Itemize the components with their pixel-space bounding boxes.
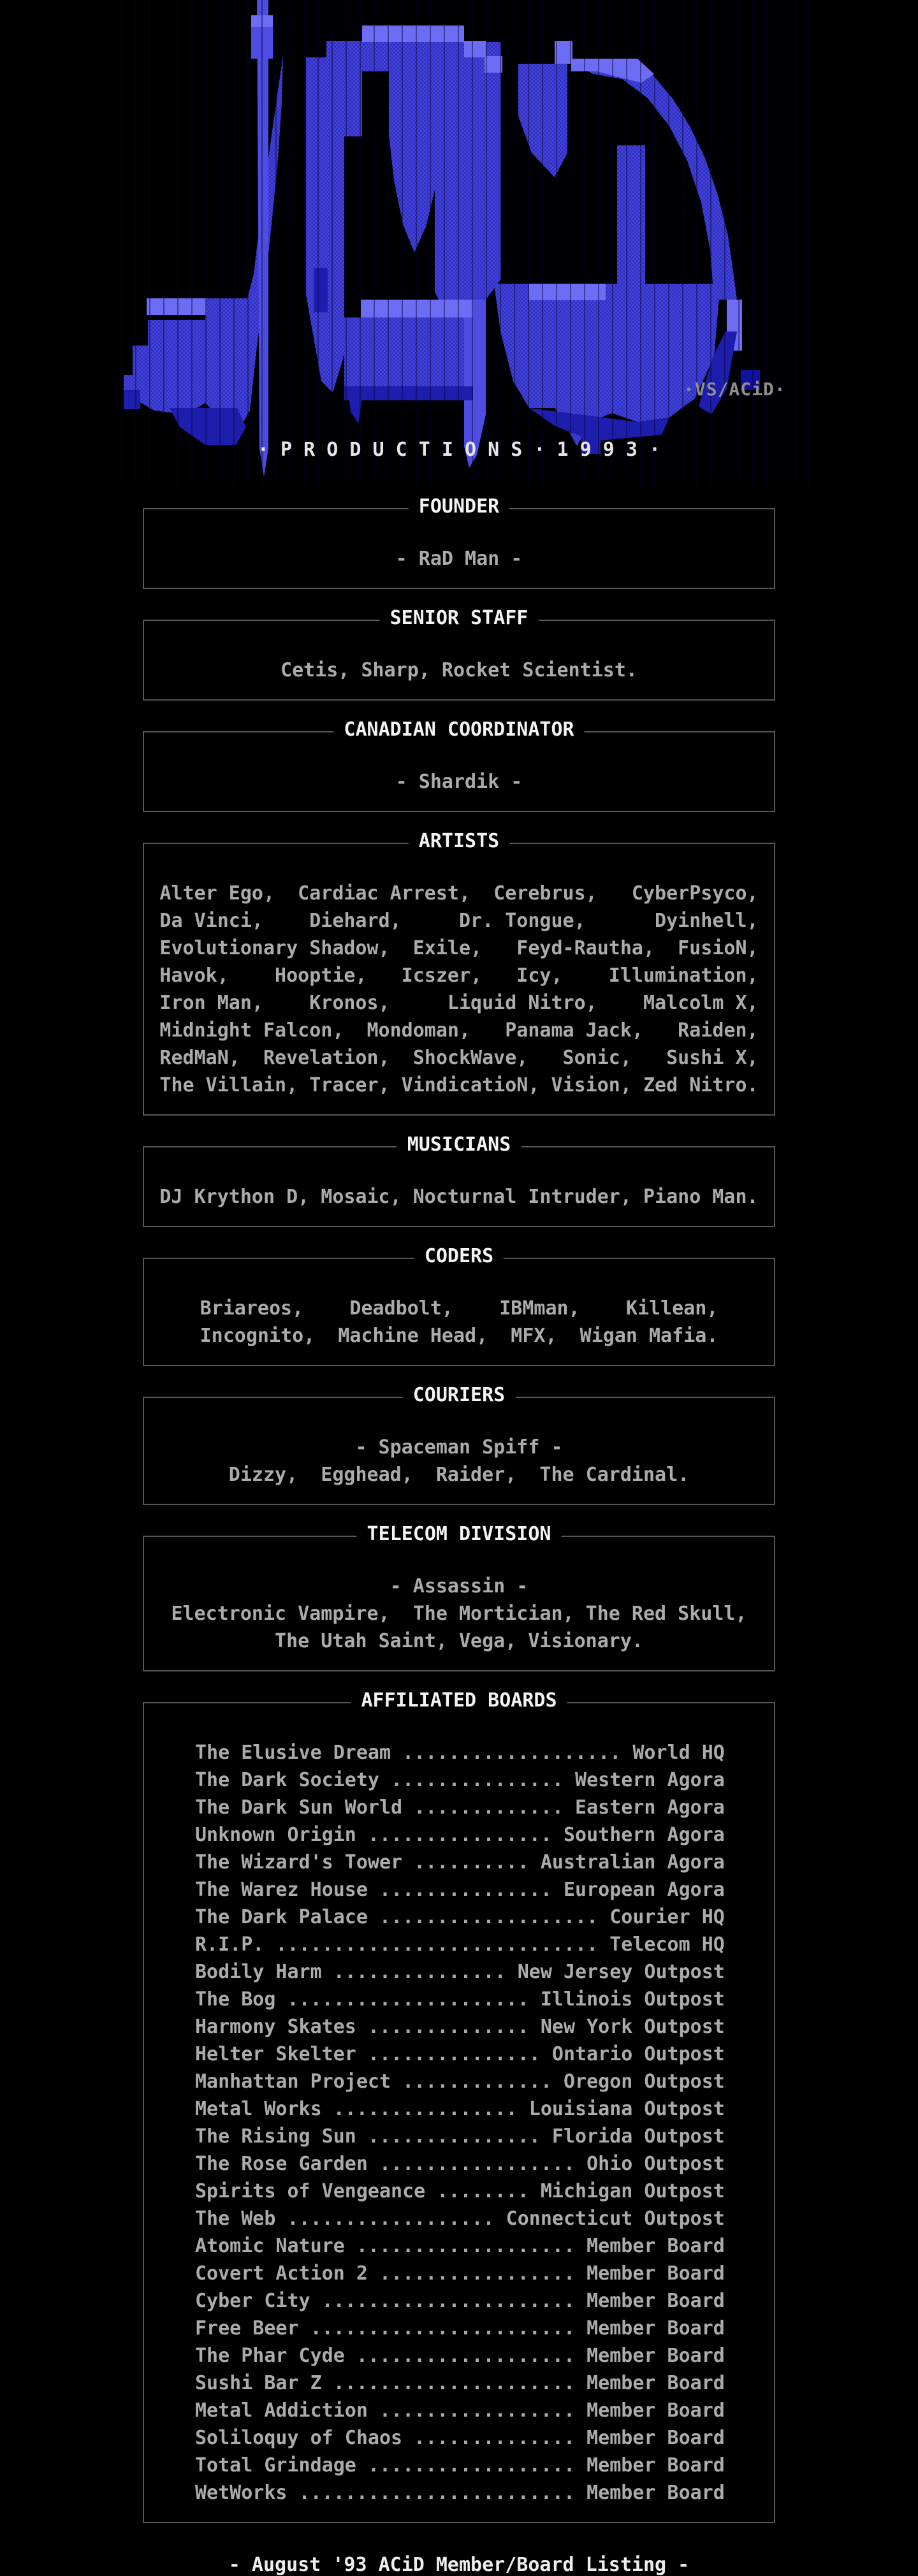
- board-row: Metal Works ................ Louisiana Outpost: [195, 2098, 725, 2120]
- text-line: RedMaN, Revelation, ShockWave, Sonic, Sushi X,: [159, 1047, 759, 1069]
- text-line: Alter Ego, Cardiac Arrest, Cerebrus, CyberPsyco,: [159, 882, 759, 905]
- text-line: Midnight Falcon, Mondoman, Panama Jack, Raiden,: [159, 1019, 759, 1042]
- board-row: Free Beer ....................... Member Board: [195, 2317, 725, 2340]
- section-senior-staff: [143, 607, 775, 701]
- acid-logo-ansi-art: [108, 0, 810, 484]
- section-canadian-coordinator: [143, 718, 775, 812]
- board-row: Harmony Skates .............. New York Outpost: [195, 2016, 725, 2038]
- section-title-musicians: MUSICIANS: [397, 1133, 521, 1156]
- section-body-couriers: [144, 1398, 774, 1504]
- text-line: Havok, Hooptie, Icszer, Icy, Illumination,: [159, 964, 759, 987]
- text-line: Dizzy, Egghead, Raider, The Cardinal.: [228, 1464, 690, 1486]
- board-row: The Dark Society ............... Western Agora: [195, 1769, 725, 1791]
- board-row: Unknown Origin ................ Southern Agora: [195, 1824, 725, 1846]
- section-coders: [143, 1245, 775, 1366]
- section-telecom-division: [143, 1523, 775, 1671]
- board-row: The Bog ..................... Illinois Outpost: [195, 1988, 725, 2011]
- section-body-coders: [144, 1259, 774, 1365]
- section-body-telecom-division: [144, 1537, 774, 1670]
- board-row: Spirits of Vengeance ........ Michigan Outpost: [195, 2180, 725, 2202]
- board-row: Covert Action 2 ................. Member Board: [195, 2262, 725, 2285]
- board-row: R.I.P. ............................ Telecom HQ: [195, 1933, 725, 1956]
- text-line: Incognito, Machine Head, MFX, Wigan Mafia.: [200, 1325, 718, 1347]
- board-row: Helter Skelter ............... Ontario Outpost: [195, 2043, 725, 2065]
- footer-line: - August '93 ACiD Member/Board Listing -: [228, 2554, 690, 2576]
- section-body-affiliated-boards: [195, 1703, 723, 2522]
- text-line: - Assassin -: [390, 1575, 528, 1597]
- board-row: Soliloquy of Chaos .............. Member Board: [195, 2427, 725, 2449]
- section-body-senior-staff: [144, 621, 774, 699]
- section-title-telecom-division: TELECOM DIVISION: [357, 1523, 562, 1545]
- section-body-founder: [144, 509, 774, 588]
- section-body-canadian-coordinator: [144, 732, 774, 811]
- text-line: Evolutionary Shadow, Exile, Feyd-Rautha, FusioN,: [159, 937, 759, 959]
- board-row: The Dark Sun World ............. Eastern Agora: [195, 1796, 725, 1819]
- section-title-artists: ARTISTS: [409, 830, 509, 852]
- board-row: Cyber City ...................... Member Board: [195, 2290, 725, 2312]
- board-row: Sushi Bar Z ..................... Member Board: [195, 2372, 725, 2394]
- text-line: The Villain, Tracer, VindicatioN, Vision, Zed Nitro.: [159, 1074, 759, 1096]
- text-line: DJ Krython D, Mosaic, Nocturnal Intruder, Piano Man.: [159, 1186, 759, 1208]
- section-title-canadian-coordinator: CANADIAN COORDINATOR: [333, 718, 584, 741]
- board-row: The Elusive Dream ................... World HQ: [195, 1742, 725, 1764]
- section-body-artists: [144, 844, 774, 1114]
- board-row: Bodily Harm ............... New Jersey Outpost: [195, 1961, 725, 1983]
- section-couriers: [143, 1384, 775, 1505]
- listing-sections: [143, 495, 775, 2523]
- text-line: - Shardik -: [395, 771, 523, 793]
- section-body-musicians: [144, 1147, 774, 1226]
- text-line: Da Vinci, Diehard, Dr. Tongue, Dyinhell,: [159, 910, 759, 932]
- text-line: Briareos, Deadbolt, IBMman, Killean,: [200, 1297, 718, 1320]
- section-musicians: [143, 1133, 775, 1227]
- section-artists: [143, 830, 775, 1116]
- board-row: The Dark Palace ................... Courier HQ: [195, 1906, 725, 1928]
- text-line: Iron Man, Kronos, Liquid Nitro, Malcolm X,: [159, 992, 759, 1014]
- board-row: The Wizard's Tower .......... Australian Agora: [195, 1851, 725, 1874]
- acid-logo-art: [0, 0, 918, 484]
- board-row: The Rose Garden ................. Ohio Outpost: [195, 2153, 725, 2175]
- board-row: Atomic Nature ................... Member Board: [195, 2235, 725, 2257]
- text-line: The Utah Saint, Vega, Visionary.: [275, 1630, 643, 1652]
- board-row: WetWorks ........................ Member Board: [195, 2482, 725, 2504]
- section-title-coders: CODERS: [414, 1245, 504, 1267]
- board-row: The Warez House ............... European Agora: [195, 1879, 725, 1901]
- section-title-couriers: COURIERS: [403, 1384, 516, 1406]
- board-row: The Rising Sun ............... Florida Outpost: [195, 2125, 725, 2148]
- text-line: Cetis, Sharp, Rocket Scientist.: [280, 659, 638, 681]
- board-row: Metal Addiction ................. Member Board: [195, 2399, 725, 2422]
- section-title-founder: FOUNDER: [409, 495, 509, 518]
- section-affiliated-boards: [143, 1689, 775, 2523]
- text-line: - Spaceman Spiff -: [355, 1436, 563, 1459]
- board-row: The Web .................. Connecticut Outpost: [195, 2208, 725, 2230]
- section-title-affiliated-boards: AFFILIATED BOARDS: [351, 1689, 567, 1712]
- text-line: Electronic Vampire, The Mortician, The Red Skull,: [171, 1603, 747, 1625]
- section-title-senior-staff: SENIOR STAFF: [380, 607, 539, 629]
- board-row: Total Grindage .................. Member Board: [195, 2454, 725, 2477]
- section-founder: [143, 495, 775, 589]
- productions-caption: · P R O D U C T I O N S · 1 9 9 3 ·: [257, 439, 661, 461]
- board-row: The Phar Cyde ................... Member Board: [195, 2345, 725, 2367]
- text-line: - RaD Man -: [395, 548, 523, 570]
- board-row: Manhattan Project ............. Oregon Outpost: [195, 2070, 725, 2093]
- artist-signature: ·VS/ACiD·: [683, 379, 786, 400]
